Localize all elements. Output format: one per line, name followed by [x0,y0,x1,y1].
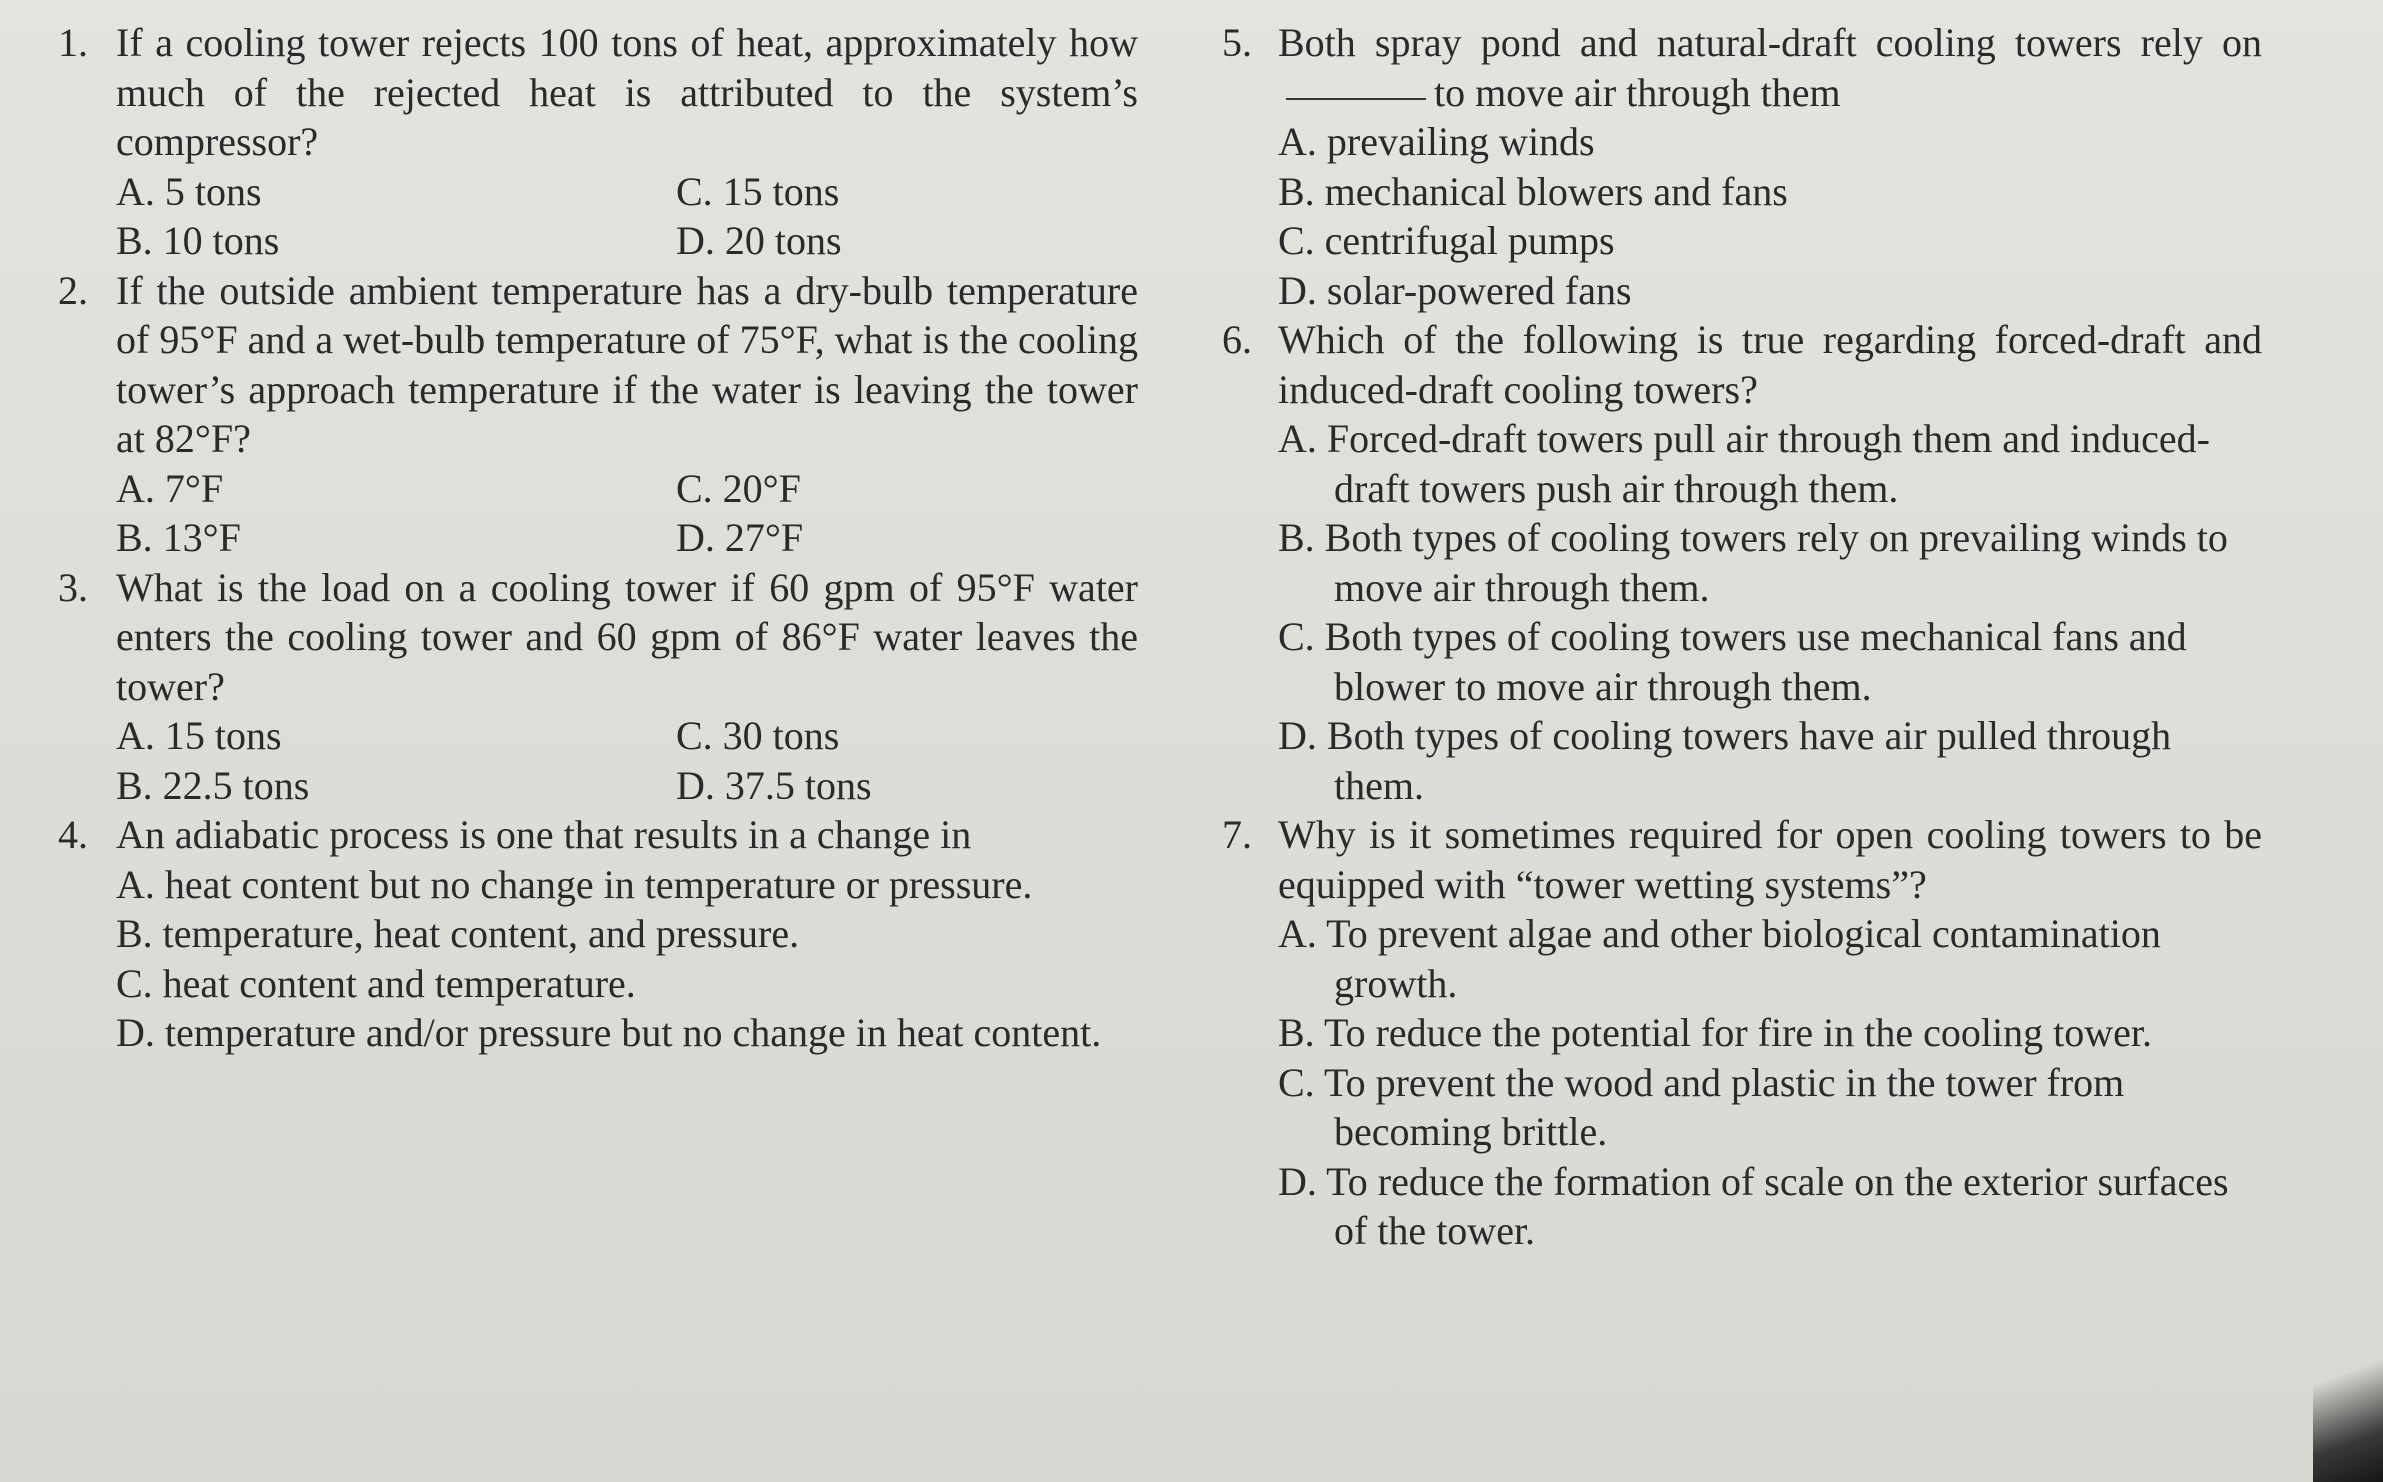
option-b: B. Both types of cooling towers rely on prevailing winds to move air through them. [1278,515,2228,610]
option-c: C. 30 tons [676,713,840,758]
option-c: C. 20°F [676,465,801,511]
option-d: D. Both types of cooling towers have air pulled through them. [1278,713,2172,808]
question-6 [1222,315,2262,810]
question-number: 5. [1222,20,1252,65]
question-stem: Why is it sometimes required for open cooling towers to be equipped with “tower wetting systems”? [1278,812,2262,907]
option-a: A. 7°F [116,465,224,511]
option-b: B. 13°F [116,515,241,560]
option-a: A. prevailing winds [1278,119,1595,164]
right-column [1222,18,2262,1256]
option-a: A. Forced-draft towers pull air through them and induced-draft towers push air through them. [1278,416,2210,511]
option-c: C. Both types of cooling towers use mechanical fans and blower to move air through them. [1278,614,2187,709]
option-a: A. 15 tons [116,713,282,758]
left-column [58,18,1138,1058]
question-number: 7. [1222,812,1252,857]
option-d: D. 37.5 tons [676,762,872,808]
question-number: 1. [58,20,88,65]
option-c: C. To prevent the wood and plastic in the tower from becoming brittle. [1278,1059,2125,1154]
question-stem: An adiabatic process is one that results in a change in [116,812,972,857]
option-a: A. heat content but no change in temperature or pressure. [116,861,1033,907]
question-1 [58,18,1138,266]
option-d: D. 20 tons [676,218,842,263]
question-number: 2. [58,267,88,313]
question-stem [1222,18,2262,117]
option-b: B. To reduce the potential for fire in the cooling tower. [1278,1010,2152,1055]
option-b: B. 10 tons [116,218,280,263]
question-7 [1222,810,2262,1256]
question-number: 6. [1222,317,1252,362]
option-b: B. temperature, heat content, and pressure. [116,911,800,956]
question-5 [1222,18,2262,315]
page-fold-shadow [2313,1302,2383,1482]
option-d: D. 27°F [676,515,804,560]
question-4 [58,810,1138,1058]
option-c: C. 15 tons [676,168,840,214]
option-b: B. mechanical blowers and fans [1278,168,1788,214]
question-number: 3. [58,564,88,610]
question-number: 4. [58,812,88,857]
option-b: B. 22.5 tons [116,762,310,808]
question-stem: If the outside ambient temperature has a dry-bulb temperature of 95°F and a wet-bulb temperature of 75°F, what is the cooling tower’s approach temperature if the water is leaving the tower at 82°F? [116,267,1138,461]
option-a: A. To prevent algae and other biological contamination growth. [1278,911,2161,1006]
question-2 [58,266,1138,563]
option-c: C. heat content and temperature. [116,960,636,1006]
option-d: D. temperature and/or pressure but no change in heat content. [116,1010,1102,1055]
option-d: D. solar-powered fans [1278,267,1632,313]
option-d: D. To reduce the formation of scale on the exterior surfaces of the tower. [1278,1158,2229,1253]
question-3 [58,563,1138,811]
stem-part-before-blank: Both spray pond and natural-draft cooling towers rely on [1278,20,2262,65]
question-stem: What is the load on a cooling tower if 60 gpm of 95°F water enters the cooling tower and 60 gpm of 86°F water leaves the tower? [116,564,1138,709]
stem-part-after-blank: to move air through them [1434,69,1841,115]
question-stem: Which of the following is true regarding forced-draft and induced-draft cooling towers? [1278,317,2262,412]
option-a: A. 5 tons [116,168,262,214]
fill-in-blank [1286,98,1426,100]
option-c: C. centrifugal pumps [1278,218,1615,263]
question-stem: If a cooling tower rejects 100 tons of heat, approximately how much of the rejected heat is attributed to the system’s compressor? [116,20,1138,164]
